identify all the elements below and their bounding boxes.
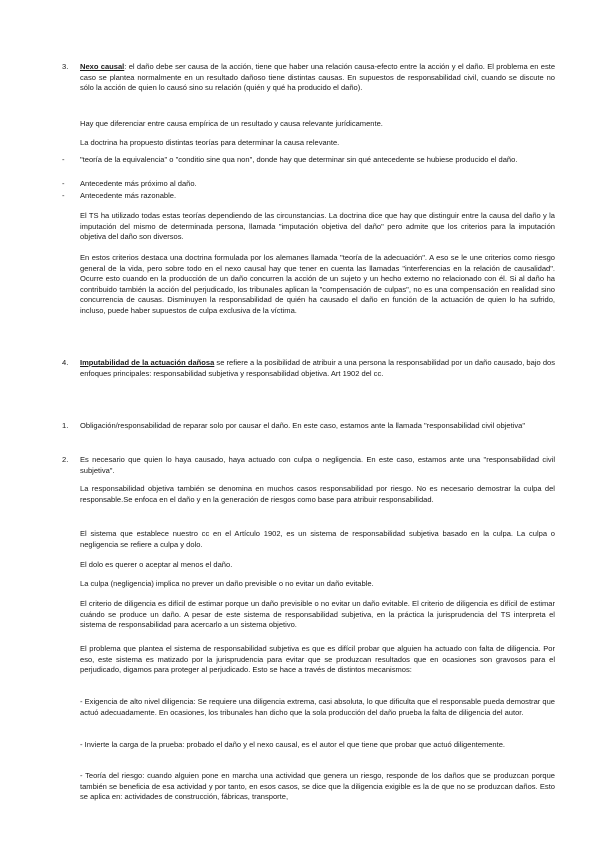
numbered-item-1-number: 1. [62, 421, 69, 430]
section-4-title: Imputabilidad de la actuación dañosa [80, 358, 215, 367]
section-3-paragraph-4: En estos criterios destaca una doctrina formulada por los alemanes llamada "teoría de la adecuación". A eso se le une criterios como riesgo general de la vida, pero sobre todo en el nexo causal hay que tener en cuenta las llamadas "interferencias en la relación de causalidad". Ocurre esto cuando en la producción de un daño concurren la acción de un sujeto y un hecho externo no relacionado con él. Si al daño ha contribuido también la acción del perjudicado, los tribunales aplican la "compensación de culpas", no es una compensación en realidad sino concurrencia de causas. Disminuyen la responsabilidad de quién ha causado el daño en función de la actuación de quien lo ha sufrido, incluso, puede haber supuestos de culpa exclusiva de la víctima. [80, 253, 555, 315]
section-4-paragraph-2: El sistema que establece nuestro cc en el Artículo 1902, es un sistema de responsabilidad subjetiva basado en la culpa. La culpa o negligencia se refiere a culpa y dolo. [80, 529, 555, 549]
numbered-item-2-number: 2. [62, 455, 69, 464]
section-4-intro [80, 358, 555, 379]
section-4-intro-text: se refiere a la posibilidad de atribuir a una persona la responsabilidad por un daño causado, bajo dos enfoques principales: responsabilidad subjetiva y responsabilidad objetiva. Art 1902 del cc. [80, 358, 555, 378]
section-4-paragraph-1: La responsabilidad objetiva también se denomina en muchos casos responsabilidad por riesgo. No es necesario demostrar la culpa del responsable.Se enfoca en el daño y en la generación de riesgos como base para atribuir responsabilidad. [80, 484, 555, 504]
section-3-title: Nexo causal [80, 62, 125, 71]
bullet-marker: - [62, 155, 65, 164]
mechanism-2: - Invierte la carga de la prueba: probado el daño y el nexo causal, es el autor el que tiene que probar que actuó diligentemente. [80, 740, 506, 749]
section-4-number: 4. [62, 358, 69, 367]
mechanism-3: - Teoría del riesgo: cuando alguien pone en marcha una actividad que genera un riesgo, responde de los daños que se produzcan porque también se beneficia de esa actividad y por tanto, en esos casos, se dice que la diligencia exigible es la de que no se produzcan daños. Esto se aplica en: actividades de construcción, fábricas, transporte, [80, 771, 555, 802]
section-3-paragraph-2: La doctrina ha propuesto distintas teorías para determinar la causa relevante. [80, 138, 340, 147]
section-3-number: 3. [62, 62, 69, 71]
bullet-item-2: Antecedente más próximo al daño. [80, 179, 197, 188]
section-3-paragraph-3: El TS ha utilizado todas estas teorías dependiendo de las circunstancias. La doctrina dice que hay que distinguir entre la causa del daño y la imputación del mismo de determinada persona, llamada "imputación objetiva del daño" pero admite que los criterios para la imputación objetiva del daño son diversos. [80, 211, 555, 242]
section-3-intro-text: : el daño debe ser causa de la acción, tiene que haber una relación causa-efecto entre la acción y el daño. El problema en este caso se plantea normalmente en un resultado dañoso tiene distintas causas. En supuestos de responsabilidad civil, cuando se discute no sólo la acción de quien lo causó sino su relación (quién y qué ha producido el daño). [80, 62, 556, 93]
numbered-item-1: Obligación/responsabilidad de reparar solo por causar el daño. En este caso, estamos ante la llamada "responsabilidad civil objetiva" [80, 421, 526, 430]
bullet-item-1: "teoría de la equivalencia" o "conditio sine qua non", donde hay que determinar sin qué antecedente se hubiese producido el daño. [80, 155, 518, 164]
section-4-paragraph-6: El problema que plantea el sistema de responsabilidad subjetiva es que es difícil probar que alguien ha actuado con falta de diligencia. Por eso, este sistema es matizado por la jurisprudencia para evitar que se produzcan resultados que en ocasiones son gravosos para el perjudicado, digamos para proteger al perjudicado. Esto se hace a través de distintos mecanismos: [80, 644, 555, 675]
section-4-paragraph-5: El criterio de diligencia es difícil de estimar porque un daño previsible o no evitar un daño evitable. El criterio de diligencia es difícil de estimar cuándo se produce un daño. A pesar de este sistema de responsabilidad subjetiva, en la práctica la jurisprudencia del TS interpreta el sistema de responsabilidad para acercarlo a un sistema objetivo. [80, 599, 555, 630]
section-4-paragraph-4: La culpa (negligencia) implica no prever un daño previsible o no evitar un daño evitable. [80, 579, 374, 588]
mechanism-1: - Exigencia de alto nivel diligencia: Se requiere una diligencia extrema, casi absoluta, lo que dificulta que el responsable pueda demostrar que actuó adecuadamente. En ocasiones, los tribunales han dicho que la sola producción del daño prueba la falta de diligencia del autor. [80, 697, 555, 717]
section-3-paragraph-1: Hay que diferenciar entre causa empírica de un resultado y causa relevante jurídicamente. [80, 119, 383, 128]
section-3-intro [80, 62, 555, 94]
section-4-paragraph-3: El dolo es querer o aceptar al menos el daño. [80, 560, 233, 569]
bullet-marker: - [62, 179, 65, 188]
bullet-item-3: Antecedente más razonable. [80, 191, 177, 200]
bullet-marker: - [62, 191, 65, 200]
numbered-item-2: Es necesario que quien lo haya causado, haya actuado con culpa o negligencia. En este caso, estamos ante una "responsabilidad civil subjetiva". [80, 455, 555, 475]
